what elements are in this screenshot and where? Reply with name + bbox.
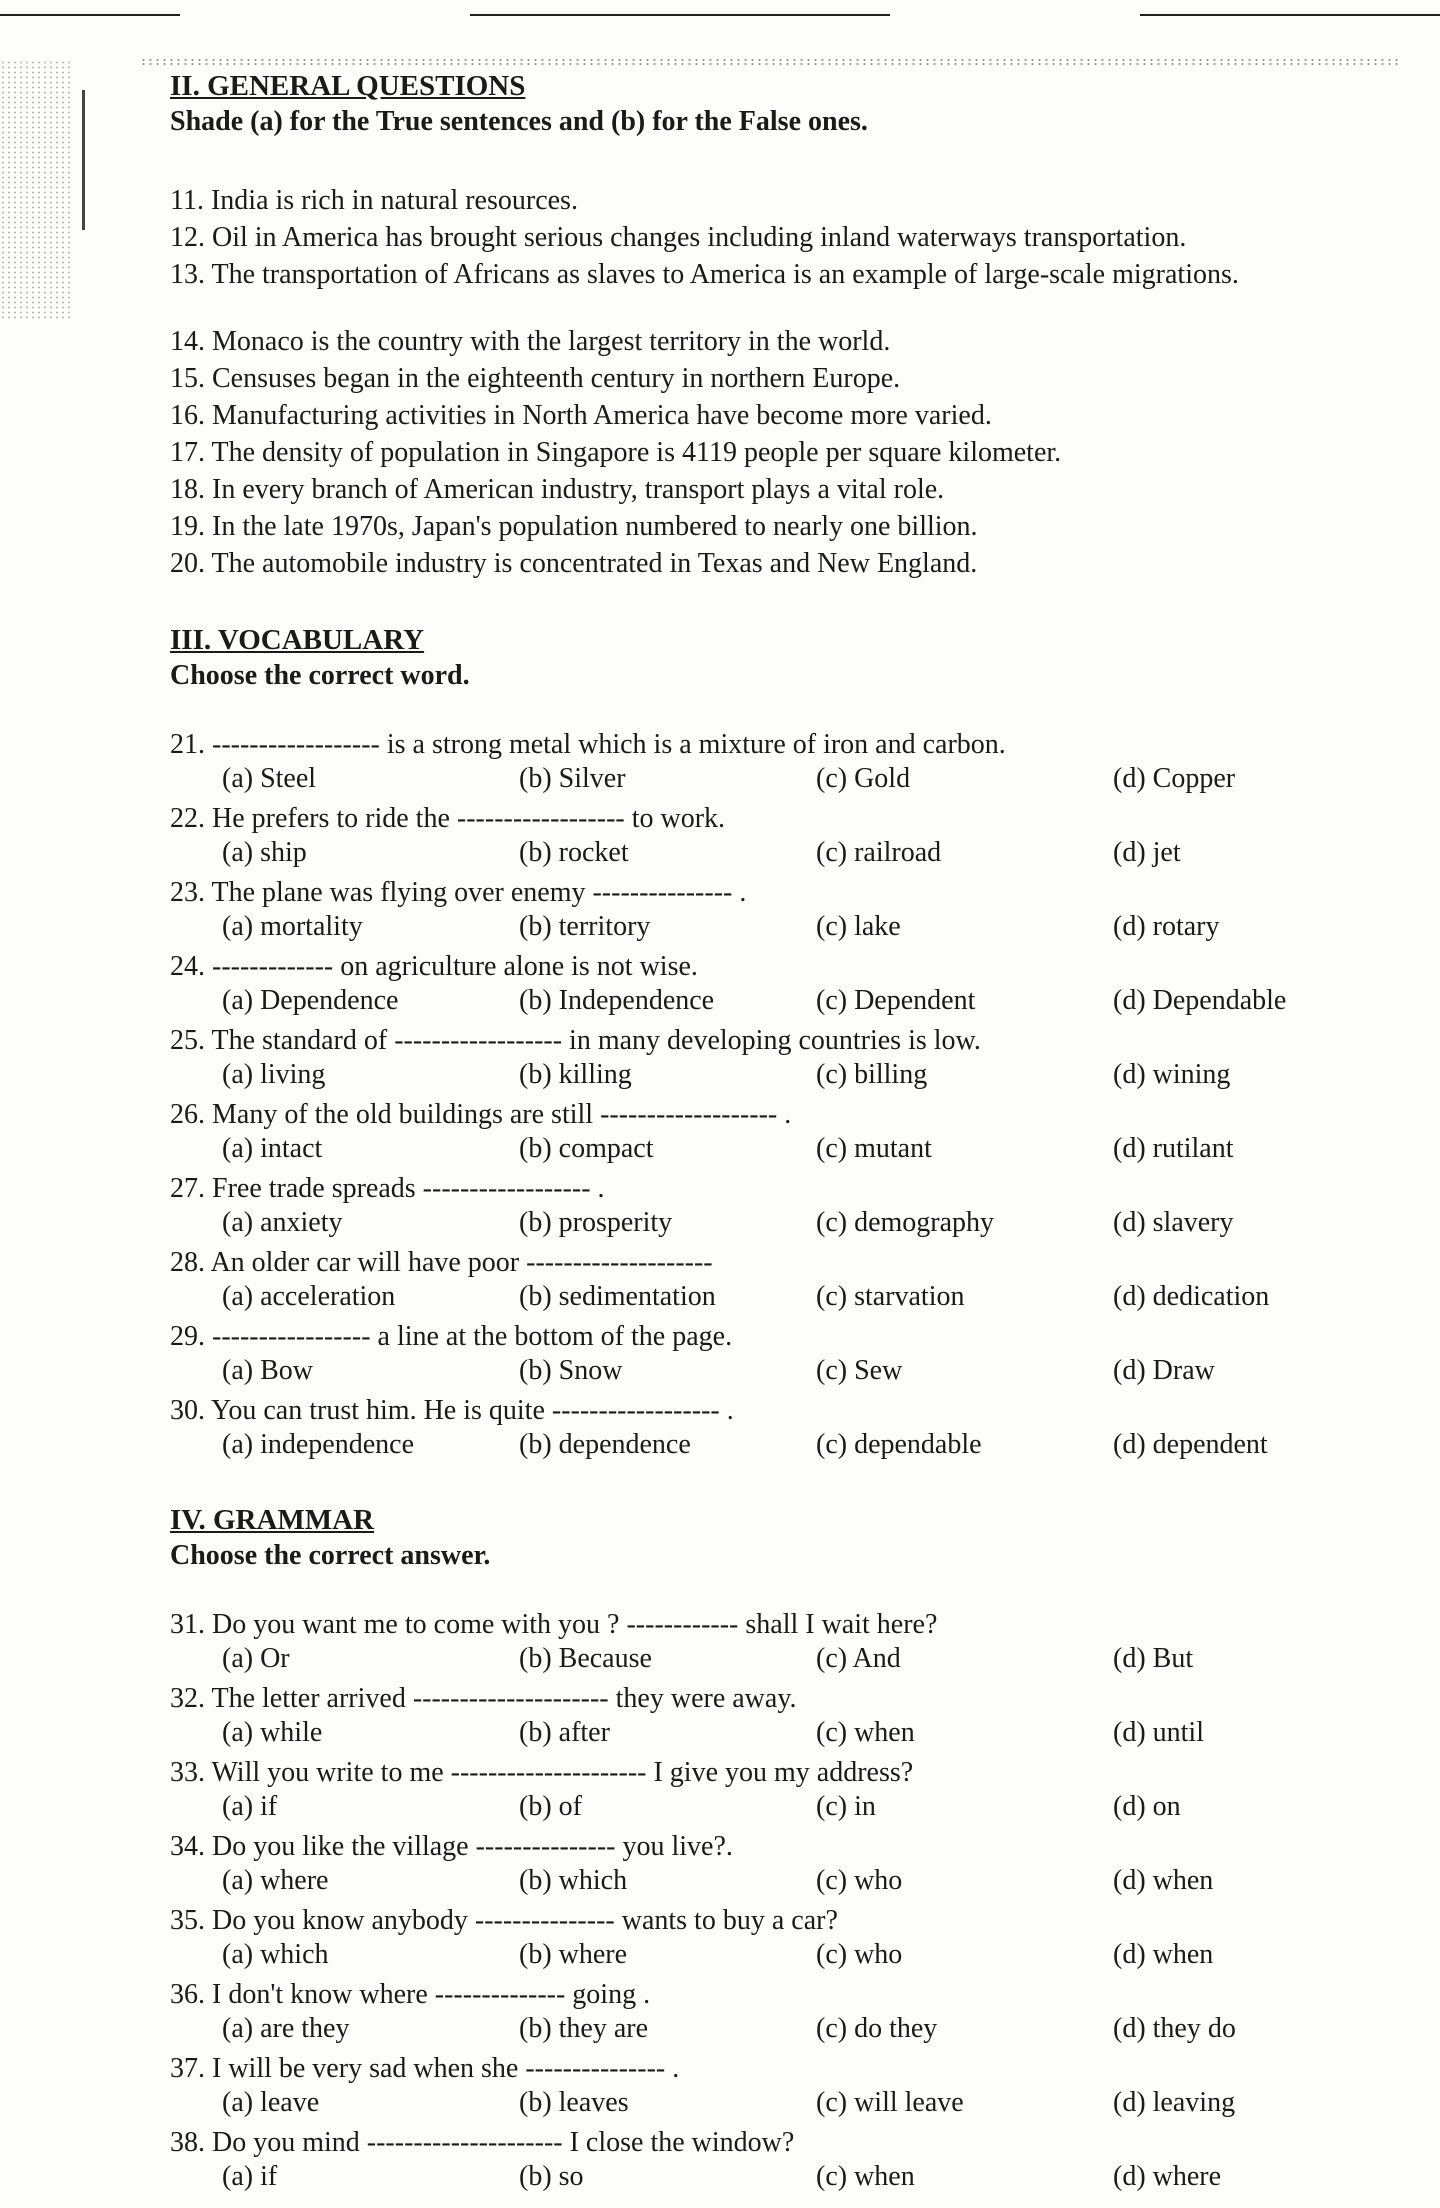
question-text: 31. Do you want me to come with you ? ------------ shall I wait here? — [170, 1609, 938, 1640]
true-false-question: 17. The density of population in Singapore is 4119 people per square kilometer. — [170, 437, 1062, 468]
section-vocabulary — [170, 622, 1420, 1462]
answer-options — [170, 1864, 1420, 1898]
question-text: 32. The letter arrived --------------------- they were away. — [170, 1683, 797, 1714]
question-item — [170, 1904, 1420, 1972]
true-false-question: 19. In the late 1970s, Japan's population numbered to nearly one billion. — [170, 511, 978, 542]
answer-option: (d) Copper — [1113, 763, 1236, 794]
answer-option: (d) on — [1113, 1791, 1181, 1822]
answer-options — [170, 1132, 1420, 1166]
answer-option: (b) which — [519, 1865, 628, 1896]
answer-option: (a) if — [222, 1791, 278, 1822]
answer-option: (c) Gold — [816, 763, 911, 794]
answer-option: (b) territory — [519, 911, 651, 942]
section-general-questions — [170, 68, 1420, 582]
answer-option: (a) which — [222, 1939, 329, 1970]
question-item — [170, 1098, 1420, 1166]
section-instruction: Choose the correct answer. — [170, 1540, 491, 1571]
question-item — [170, 1756, 1420, 1824]
section-grammar — [170, 1502, 1420, 2194]
answer-option: (c) when — [816, 1717, 915, 1748]
answer-option: (d) rotary — [1113, 911, 1220, 942]
question-item — [170, 1320, 1420, 1388]
answer-option: (b) Silver — [519, 763, 626, 794]
answer-option: (d) But — [1113, 1643, 1194, 1674]
answer-option: (a) Bow — [222, 1355, 313, 1386]
answer-option: (c) Sew — [816, 1355, 903, 1386]
answer-options — [170, 910, 1420, 944]
answer-option: (a) acceleration — [222, 1281, 396, 1312]
question-text: 36. I don't know where -------------- going . — [170, 1979, 651, 2010]
question-item — [170, 1830, 1420, 1898]
question-item — [170, 876, 1420, 944]
answer-options — [170, 1642, 1420, 1676]
answer-option: (c) starvation — [816, 1281, 965, 1312]
answer-option: (a) while — [222, 1717, 323, 1748]
answer-option: (d) until — [1113, 1717, 1204, 1748]
answer-option: (b) rocket — [519, 837, 629, 868]
question-group — [170, 323, 1420, 582]
answer-option: (d) when — [1113, 1939, 1214, 1970]
answer-option: (a) anxiety — [222, 1207, 343, 1238]
answer-option: (c) do they — [816, 2013, 938, 2044]
answer-option: (b) dependence — [519, 1429, 691, 1460]
question-text: 35. Do you know anybody --------------- wants to buy a car? — [170, 1905, 838, 1936]
answer-options — [170, 1058, 1420, 1092]
answer-option: (d) dependent — [1113, 1429, 1268, 1460]
answer-option: (b) prosperity — [519, 1207, 673, 1238]
answer-options — [170, 1428, 1420, 1462]
answer-option: (d) leaving — [1113, 2087, 1236, 2118]
answer-option: (c) mutant — [816, 1133, 932, 1164]
question-item — [170, 2052, 1420, 2120]
question-item — [170, 1246, 1420, 1314]
answer-option: (c) lake — [816, 911, 901, 942]
answer-option: (c) demography — [816, 1207, 995, 1238]
question-item — [170, 1682, 1420, 1750]
question-text: 23. The plane was flying over enemy --------------- . — [170, 877, 747, 908]
section-heading: III. VOCABULARY — [170, 624, 425, 656]
answer-option: (b) of — [519, 1791, 582, 1822]
answer-option: (d) Draw — [1113, 1355, 1215, 1386]
answer-options — [170, 2160, 1420, 2194]
answer-option: (d) rutilant — [1113, 1133, 1234, 1164]
true-false-question: 18. In every branch of American industry, transport plays a vital role. — [170, 474, 945, 505]
answer-option: (c) who — [816, 1939, 903, 1970]
answer-option: (d) wining — [1113, 1059, 1231, 1090]
question-item — [170, 1394, 1420, 1462]
answer-options — [170, 1206, 1420, 1240]
scan-edge-mark — [82, 90, 85, 230]
answer-options — [170, 1280, 1420, 1314]
answer-option: (b) sedimentation — [519, 1281, 716, 1312]
question-item — [170, 2126, 1420, 2194]
answer-option: (b) leaves — [519, 2087, 629, 2118]
answer-option: (d) jet — [1113, 837, 1181, 868]
scan-border-line — [470, 14, 890, 16]
answer-option: (a) Steel — [222, 763, 317, 794]
question-group — [170, 182, 1420, 293]
answer-option: (c) billing — [816, 1059, 928, 1090]
answer-option: (b) so — [519, 2161, 584, 2192]
scan-border-line — [0, 14, 180, 16]
answer-options — [170, 2086, 1420, 2120]
answer-option: (a) intact — [222, 1133, 323, 1164]
section-heading: II. GENERAL QUESTIONS — [170, 70, 526, 102]
question-text: 33. Will you write to me --------------------- I give you my address? — [170, 1757, 914, 1788]
true-false-question: 16. Manufacturing activities in North America have become more varied. — [170, 400, 992, 431]
question-item — [170, 1172, 1420, 1240]
question-item — [170, 802, 1420, 870]
answer-option: (b) where — [519, 1939, 628, 1970]
answer-option: (a) mortality — [222, 911, 363, 942]
true-false-question: 15. Censuses began in the eighteenth century in northern Europe. — [170, 363, 901, 394]
answer-option: (c) who — [816, 1865, 903, 1896]
answer-option: (b) Snow — [519, 1355, 623, 1386]
answer-option: (b) compact — [519, 1133, 654, 1164]
answer-option: (b) they are — [519, 2013, 649, 2044]
question-list — [170, 728, 1420, 1462]
answer-option: (d) they do — [1113, 2013, 1236, 2044]
question-text: 26. Many of the old buildings are still ------------------- . — [170, 1099, 792, 1130]
question-text: 37. I will be very sad when she --------------- . — [170, 2053, 680, 2084]
scan-noise — [140, 58, 1400, 66]
answer-option: (c) railroad — [816, 837, 942, 868]
answer-option: (d) dedication — [1113, 1281, 1270, 1312]
question-item — [170, 728, 1420, 796]
answer-options — [170, 1354, 1420, 1388]
question-text: 38. Do you mind --------------------- I close the window? — [170, 2127, 795, 2158]
question-item — [170, 950, 1420, 1018]
question-text: 28. An older car will have poor -------------------- — [170, 1247, 713, 1278]
answer-options — [170, 836, 1420, 870]
answer-option: (b) after — [519, 1717, 610, 1748]
answer-option: (a) where — [222, 1865, 329, 1896]
answer-option: (a) are they — [222, 2013, 350, 2044]
scan-noise — [0, 60, 70, 320]
exam-content — [170, 68, 1420, 2200]
question-text: 29. ----------------- a line at the bottom of the page. — [170, 1321, 733, 1352]
answer-option: (d) when — [1113, 1865, 1214, 1896]
section-instruction: Shade (a) for the True sentences and (b) for the False ones. — [170, 106, 868, 137]
answer-option: (a) Or — [222, 1643, 290, 1674]
answer-option: (c) Dependent — [816, 985, 976, 1016]
answer-option: (b) Independence — [519, 985, 715, 1016]
question-text: 27. Free trade spreads ------------------ . — [170, 1173, 605, 1204]
answer-options — [170, 1938, 1420, 1972]
true-false-question: 11. India is rich in natural resources. — [170, 185, 578, 216]
question-text: 30. You can trust him. He is quite ------------------ . — [170, 1395, 734, 1426]
answer-options — [170, 1716, 1420, 1750]
true-false-question: 12. Oil in America has brought serious changes including inland waterways transportation. — [170, 222, 1187, 253]
question-text: 34. Do you like the village --------------- you live?. — [170, 1831, 733, 1862]
answer-option: (a) ship — [222, 837, 307, 868]
answer-option: (d) Dependable — [1113, 985, 1287, 1016]
answer-option: (a) living — [222, 1059, 326, 1090]
answer-option: (c) when — [816, 2161, 915, 2192]
answer-options — [170, 762, 1420, 796]
question-text: 24. ------------- on agriculture alone is not wise. — [170, 951, 698, 982]
true-false-question: 20. The automobile industry is concentrated in Texas and New England. — [170, 548, 978, 579]
answer-options — [170, 984, 1420, 1018]
question-text: 25. The standard of ------------------ in many developing countries is low. — [170, 1025, 981, 1056]
answer-option: (c) dependable — [816, 1429, 982, 1460]
question-item — [170, 1608, 1420, 1676]
answer-option: (a) if — [222, 2161, 278, 2192]
question-text: 21. ------------------ is a strong metal which is a mixture of iron and carbon. — [170, 729, 1006, 760]
answer-option: (d) slavery — [1113, 1207, 1234, 1238]
answer-option: (b) Because — [519, 1643, 652, 1674]
answer-option: (a) Dependence — [222, 985, 399, 1016]
answer-option: (a) leave — [222, 2087, 320, 2118]
question-text: 22. He prefers to ride the ------------------ to work. — [170, 803, 726, 834]
answer-option: (c) And — [816, 1643, 901, 1674]
question-item — [170, 1024, 1420, 1092]
answer-options — [170, 2012, 1420, 2046]
section-instruction: Choose the correct word. — [170, 660, 470, 691]
answer-option: (b) killing — [519, 1059, 632, 1090]
scan-border-line — [1140, 14, 1440, 16]
true-false-question: 13. The transportation of Africans as slaves to America is an example of large-scale migrations. — [170, 259, 1239, 290]
section-heading: IV. GRAMMAR — [170, 1504, 375, 1536]
answer-option: (c) in — [816, 1791, 876, 1822]
answer-option: (d) where — [1113, 2161, 1222, 2192]
question-item — [170, 1978, 1420, 2046]
question-list — [170, 1608, 1420, 2194]
true-false-question: 14. Monaco is the country with the largest territory in the world. — [170, 326, 891, 357]
answer-option: (c) will leave — [816, 2087, 964, 2118]
answer-option: (a) independence — [222, 1429, 414, 1460]
answer-options — [170, 1790, 1420, 1824]
